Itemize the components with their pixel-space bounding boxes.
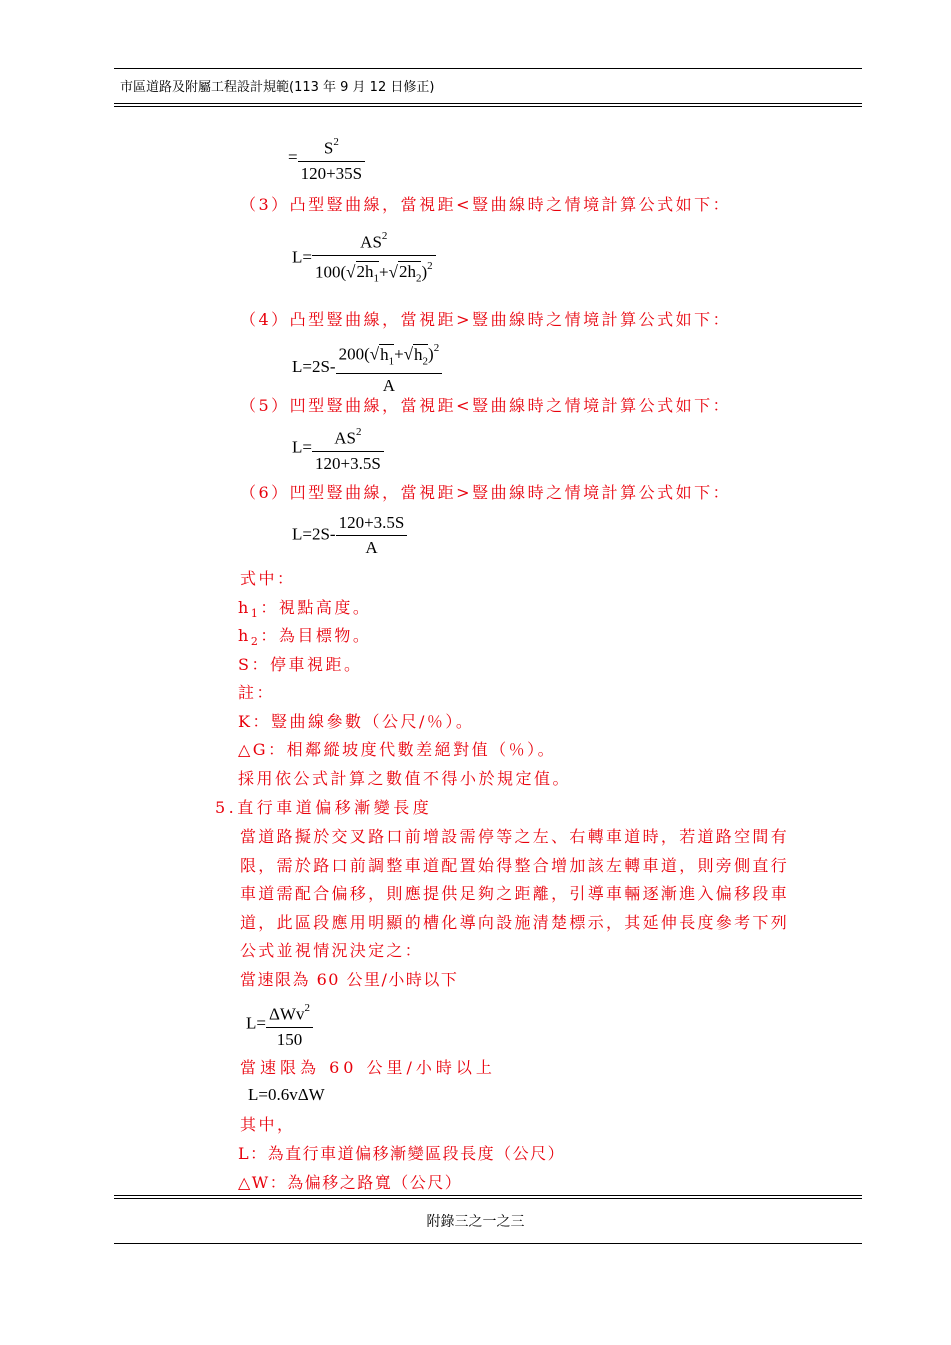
sym: K <box>238 712 253 731</box>
den: A <box>365 538 378 557</box>
text: ：停車視距。 <box>251 655 363 674</box>
paragraph-line: 限，需於路口前調整車道配置始得整合增加該左轉車道，則旁側直行 <box>240 856 790 875</box>
h1-sub: 1 <box>373 272 379 285</box>
formula-5 <box>292 424 384 474</box>
formula-top-fraction <box>298 134 366 184</box>
formula-top <box>288 134 365 184</box>
den: A <box>382 376 396 396</box>
formula-4 <box>292 340 442 396</box>
den: 150 <box>276 1029 303 1049</box>
item-3-label: （3）凸型豎曲線，當視距<豎曲線時之情境計算公式如下： <box>240 195 732 214</box>
definition-s <box>238 652 362 675</box>
num-close: ) <box>428 344 434 364</box>
sub: 2 <box>250 635 261 649</box>
num: AS <box>334 428 356 448</box>
definition-k <box>238 709 474 732</box>
h2-sub: 2 <box>422 355 429 368</box>
formula-eq: = <box>288 147 298 167</box>
sym: S <box>238 655 252 674</box>
formula-5-fraction <box>312 424 384 474</box>
header-bottom-rule-2 <box>114 106 862 107</box>
num: ΔWv <box>268 1004 305 1024</box>
text: ：相鄰縱坡度代數差絕對值（％）。 <box>268 740 557 759</box>
plus: + <box>379 262 389 282</box>
text: ：豎曲線參數（公尺/％）。 <box>252 712 475 731</box>
formula-3-fraction: $\frac{AS^2}{100(√2h_1+√2h_2)^2}$ <box>312 228 436 289</box>
h1: h <box>380 344 389 364</box>
footer-top-rule <box>114 1195 862 1196</box>
item-6-label: （6）凹型豎曲線，當視距>豎曲線時之情境計算公式如下： <box>240 483 732 502</box>
item-5-label: （5）凹型豎曲線，當視距<豎曲線時之情境計算公式如下： <box>240 396 732 415</box>
lhs: L= <box>292 437 312 457</box>
h2-sub: 2 <box>415 272 422 285</box>
text: ：視點高度。 <box>260 598 372 617</box>
exp: 2 <box>381 230 388 242</box>
den: 120+35S <box>300 163 363 183</box>
text: ：為目標物。 <box>260 626 372 645</box>
lhs: L=2S- <box>292 524 336 544</box>
num: S <box>323 138 334 158</box>
exp: 2 <box>333 136 339 148</box>
formula-6 <box>292 513 407 558</box>
formula-3 <box>292 228 436 289</box>
lhs: L= <box>292 247 312 267</box>
plus: + <box>394 344 404 364</box>
h1: 2h <box>356 262 374 282</box>
lhs: L=2S- <box>292 356 336 376</box>
definition-h2 <box>238 623 371 648</box>
den: 120+3.5S <box>314 453 381 473</box>
paragraph-line: 當道路擬於交叉路口前增設需停等之左、右轉車道時，若道路空間有 <box>240 827 790 846</box>
formula-6-fraction <box>336 513 408 558</box>
definitions-intro: 式中： <box>240 569 296 588</box>
definition-g <box>238 737 556 760</box>
formula-4-fraction: $\frac{200(√h_1+√h_2)^2}{A}$ <box>336 340 443 396</box>
section-5-heading: 5.直行車道偏移漸變長度 <box>215 798 433 817</box>
h2: h <box>414 344 423 364</box>
header-top-rule <box>114 68 862 69</box>
num: 120+3.5S <box>336 513 408 536</box>
formula-below-60 <box>246 1000 313 1050</box>
rule-text: 採用依公式計算之數值不得小於規定值。 <box>238 769 572 788</box>
below-60-label: 當速限為 60 公里/小時以下 <box>240 970 459 989</box>
where-label: 其中， <box>240 1115 296 1134</box>
sub: 1 <box>250 607 261 621</box>
h1-sub: 1 <box>388 355 395 368</box>
exp: 2 <box>356 426 362 438</box>
formula-below-fraction <box>266 1000 313 1050</box>
paragraph-line: 車道需配合偏移，則應提供足夠之距離，引導車輛逐漸進入偏移段車 <box>240 884 790 903</box>
footer-page-label: 附錄三之一之三 <box>426 1214 525 1230</box>
definition-h1 <box>238 595 371 620</box>
formula-above-60: L=0.6vΔW <box>248 1085 325 1104</box>
note-label: 註： <box>238 683 276 702</box>
sym: △G <box>238 740 269 759</box>
num: AS <box>360 232 382 252</box>
den-exp: 2 <box>427 259 433 272</box>
paragraph-line: 道，此區段應用明顯的槽化導向設施清楚標示，其延伸長度參考下列 <box>240 913 790 932</box>
w-definition: △W：為偏移之路寬（公尺） <box>238 1173 463 1192</box>
footer-bottom-rule <box>114 1243 862 1244</box>
header-bottom-rule <box>114 103 862 104</box>
lhs: L= <box>246 1013 266 1033</box>
num-a: 200( <box>338 344 370 364</box>
den-a: 100( <box>314 262 347 282</box>
header-title: 市區道路及附屬工程設計規範(113 年 9 月 12 日修正) <box>120 80 435 95</box>
l-definition: L：為直行車道偏移漸變區段長度（公尺） <box>238 1144 566 1163</box>
den-close: ) <box>421 262 428 282</box>
sym: h <box>238 598 251 617</box>
paragraph-line: 公式並視情況決定之： <box>240 941 424 960</box>
exp: 2 <box>304 1002 310 1014</box>
above-60-label: 當速限為 60 公里/小時以上 <box>240 1058 496 1077</box>
exp: 2 <box>433 342 440 354</box>
sym: h <box>238 626 251 645</box>
h2: 2h <box>398 262 416 282</box>
item-4-label: （4）凸型豎曲線，當視距>豎曲線時之情境計算公式如下： <box>240 310 732 329</box>
footer-top-rule-2 <box>114 1198 862 1199</box>
